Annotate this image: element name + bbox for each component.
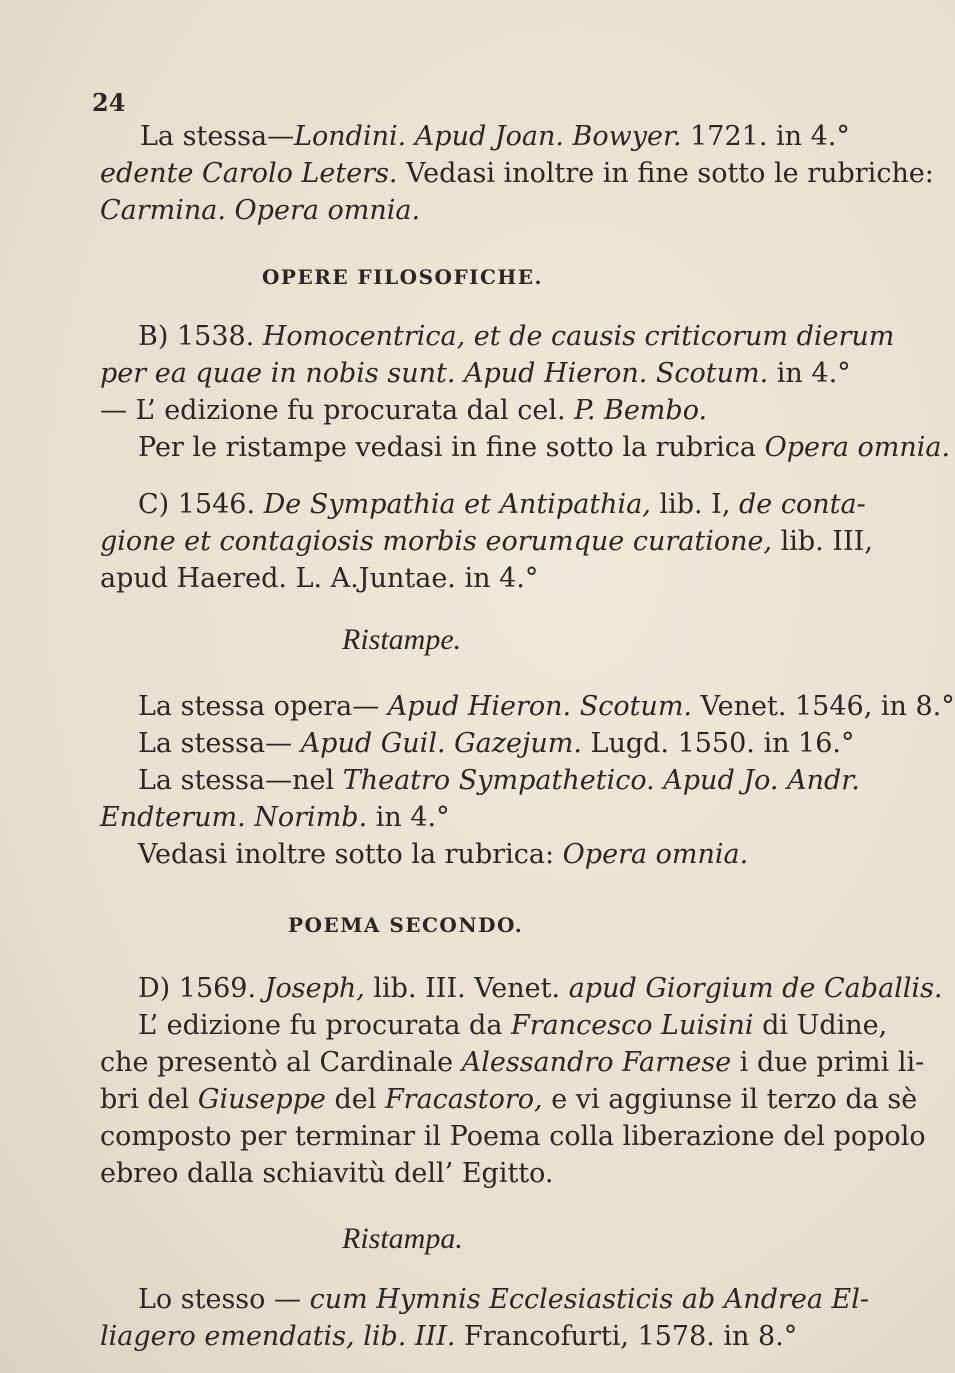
- ristampa-line-2: liagero emendatis, lib. III. Francofurti, 1578. in 8.°: [100, 1321, 798, 1352]
- entry-b-line-4: Per le ristampe vedasi in fine sotto la rubrica Opera omnia.: [138, 432, 951, 463]
- heading-poema-secondo: POEMA SECONDO.: [288, 913, 524, 937]
- entry-b-line-3: — L’ edizione fu procurata dal cel. P. Bembo.: [100, 395, 708, 426]
- heading-ristampe: Ristampe.: [342, 623, 462, 656]
- ristampe-line-4: Endterum. Norimb. in 4.°: [100, 802, 450, 833]
- intro-line-1: La stessa—Londini. Apud Joan. Bowyer. 1721. in 4.°: [140, 121, 850, 152]
- intro-line-3: Carmina. Opera omnia.: [100, 195, 421, 226]
- entry-d-line-5: composto per terminar il Poema colla liberazione del popolo: [100, 1121, 926, 1152]
- entry-b-line-1: B) 1538. Homocentrica, et de causis criticorum dierum: [138, 321, 895, 352]
- entry-d-line-1: D) 1569. Joseph, lib. III. Venet. apud Giorgium de Caballis.: [138, 973, 943, 1004]
- ristampe-line-2: La stessa— Apud Guil. Gazejum. Lugd. 1550. in 16.°: [138, 728, 855, 759]
- entry-d-line-2: L’ edizione fu procurata da Francesco Luisini di Udine,: [138, 1010, 888, 1041]
- entry-d-line-4: bri del Giuseppe del Fracastoro, e vi aggiunse il terzo da sè: [100, 1084, 918, 1115]
- entry-c-line-2: gione et contagiosis morbis eorumque curatione, lib. III,: [100, 526, 873, 557]
- ristampe-line-3: La stessa—nel Theatro Sympathetico. Apud Jo. Andr.: [138, 765, 860, 796]
- entry-d-line-6: ebreo dalla schiavitù dell’ Egitto.: [100, 1158, 554, 1189]
- ristampa-line-1: Lo stesso — cum Hymnis Ecclesiasticis ab Andrea El-: [138, 1284, 870, 1315]
- entry-b-line-2: per ea quae in nobis sunt. Apud Hieron. Scotum. in 4.°: [100, 358, 851, 389]
- ristampe-line-1: La stessa opera— Apud Hieron. Scotum. Venet. 1546, in 8.°: [138, 691, 955, 722]
- entry-d-line-3: che presentò al Cardinale Alessandro Farnese i due primi li-: [100, 1047, 925, 1078]
- page-number: 24: [92, 88, 126, 117]
- intro-line-2: edente Carolo Leters. Vedasi inoltre in fine sotto le rubriche:: [100, 158, 934, 189]
- ristampe-line-5: Vedasi inoltre sotto la rubrica: Opera omnia.: [138, 839, 749, 870]
- heading-ristampa: Ristampa.: [342, 1222, 463, 1255]
- heading-opere-filosofiche: OPERE FILOSOFICHE.: [262, 265, 544, 289]
- entry-c-line-1: C) 1546. De Sympathia et Antipathia, lib. I, de conta-: [138, 489, 866, 520]
- entry-c-line-3: apud Haered. L. A.Juntae. in 4.°: [100, 563, 539, 594]
